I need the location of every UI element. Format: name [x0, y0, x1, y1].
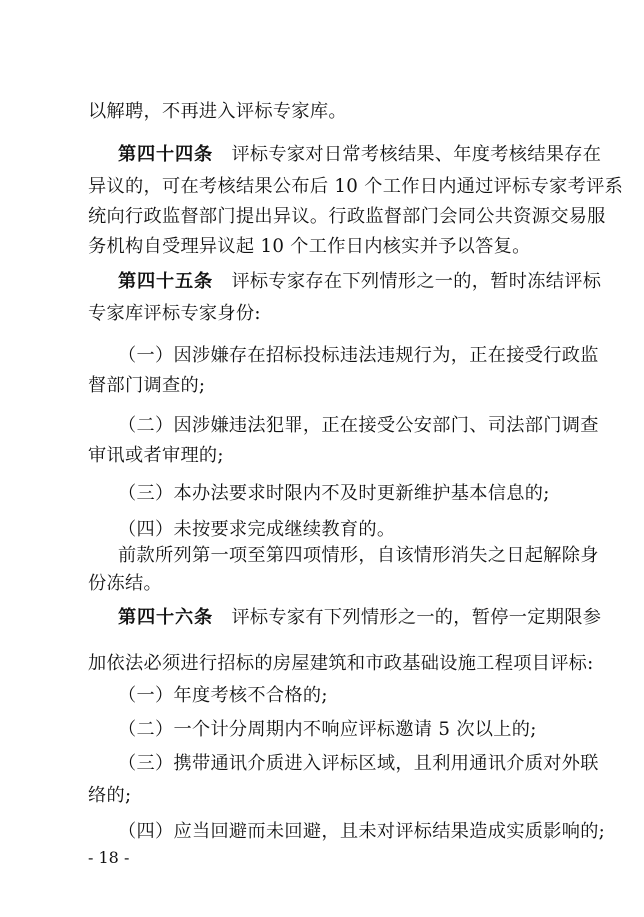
article-number: 第四十六条 [118, 607, 213, 628]
text-line [88, 444, 224, 468]
text-line [118, 752, 599, 776]
text-run: （一）因涉嫌存在招标投标违法违规行为，正在接受行政监 [118, 345, 599, 366]
text-run: 前款所列第一项至第四项情形，自该情形消失之日起解除身 [118, 545, 599, 566]
text-line [118, 270, 601, 294]
text-line [118, 684, 328, 708]
text-line [118, 482, 550, 506]
text-line [118, 718, 537, 742]
text-line [88, 235, 531, 259]
text-line [88, 175, 623, 199]
text-line [118, 143, 601, 167]
text-run: （二）因涉嫌违法犯罪，正在接受公安部门、司法部门调查 [118, 415, 599, 436]
text-run: 务机构自受理异议起 10 个工作日内核实并予以答复。 [88, 236, 531, 257]
text-run: 份冻结。 [88, 573, 162, 594]
text-line [88, 652, 594, 676]
article-number: 第四十五条 [118, 271, 213, 292]
text-line [118, 414, 599, 438]
text-run: 加依法必须进行招标的房屋建筑和市政基础设施工程项目评标: [88, 653, 594, 674]
text-run: 统向行政监督部门提出异议。行政监督部门会同公共资源交易服 [88, 206, 606, 227]
text-line [118, 820, 605, 844]
page-number: - 18 - [88, 848, 130, 867]
text-run: 督部门调查的; [88, 375, 206, 396]
text-run: 审讯或者审理的; [88, 445, 224, 466]
text-run: 专家库评标专家身份: [88, 303, 261, 324]
article-number: 第四十四条 [118, 144, 213, 165]
text-run: （四）未按要求完成继续教育的。 [118, 519, 396, 540]
text-line [118, 344, 599, 368]
text-line [118, 544, 599, 568]
text-line [88, 572, 162, 596]
text-line [88, 374, 205, 398]
text-line [88, 784, 131, 808]
text-line [88, 302, 261, 326]
text-run: （三）携带通讯介质进入评标区域，且利用通讯介质对外联 [118, 753, 599, 774]
text-run: 异议的，可在考核结果公布后 10 个工作日内通过评标专家考评系 [88, 176, 624, 197]
text-run: （一）年度考核不合格的; [118, 685, 328, 706]
text-line [118, 606, 601, 630]
text-run: 评标专家对日常考核结果、年度考核结果存在 [212, 144, 602, 165]
text-run: （三）本办法要求时限内不及时更新维护基本信息的; [118, 483, 550, 504]
text-run: 评标专家存在下列情形之一的，暂时冻结评标 [212, 271, 602, 292]
text-line [88, 205, 606, 229]
text-run: （二）一个计分周期内不响应评标邀请 5 次以上的; [118, 719, 537, 740]
text-run: （四）应当回避而未回避，且未对评标结果造成实质影响的; [118, 821, 606, 842]
text-line [88, 100, 347, 124]
text-run: 络的; [88, 785, 132, 806]
text-run: 评标专家有下列情形之一的，暂停一定期限参 [212, 607, 602, 628]
text-line [118, 518, 395, 542]
text-run: 以解聘，不再进入评标专家库。 [88, 101, 347, 122]
